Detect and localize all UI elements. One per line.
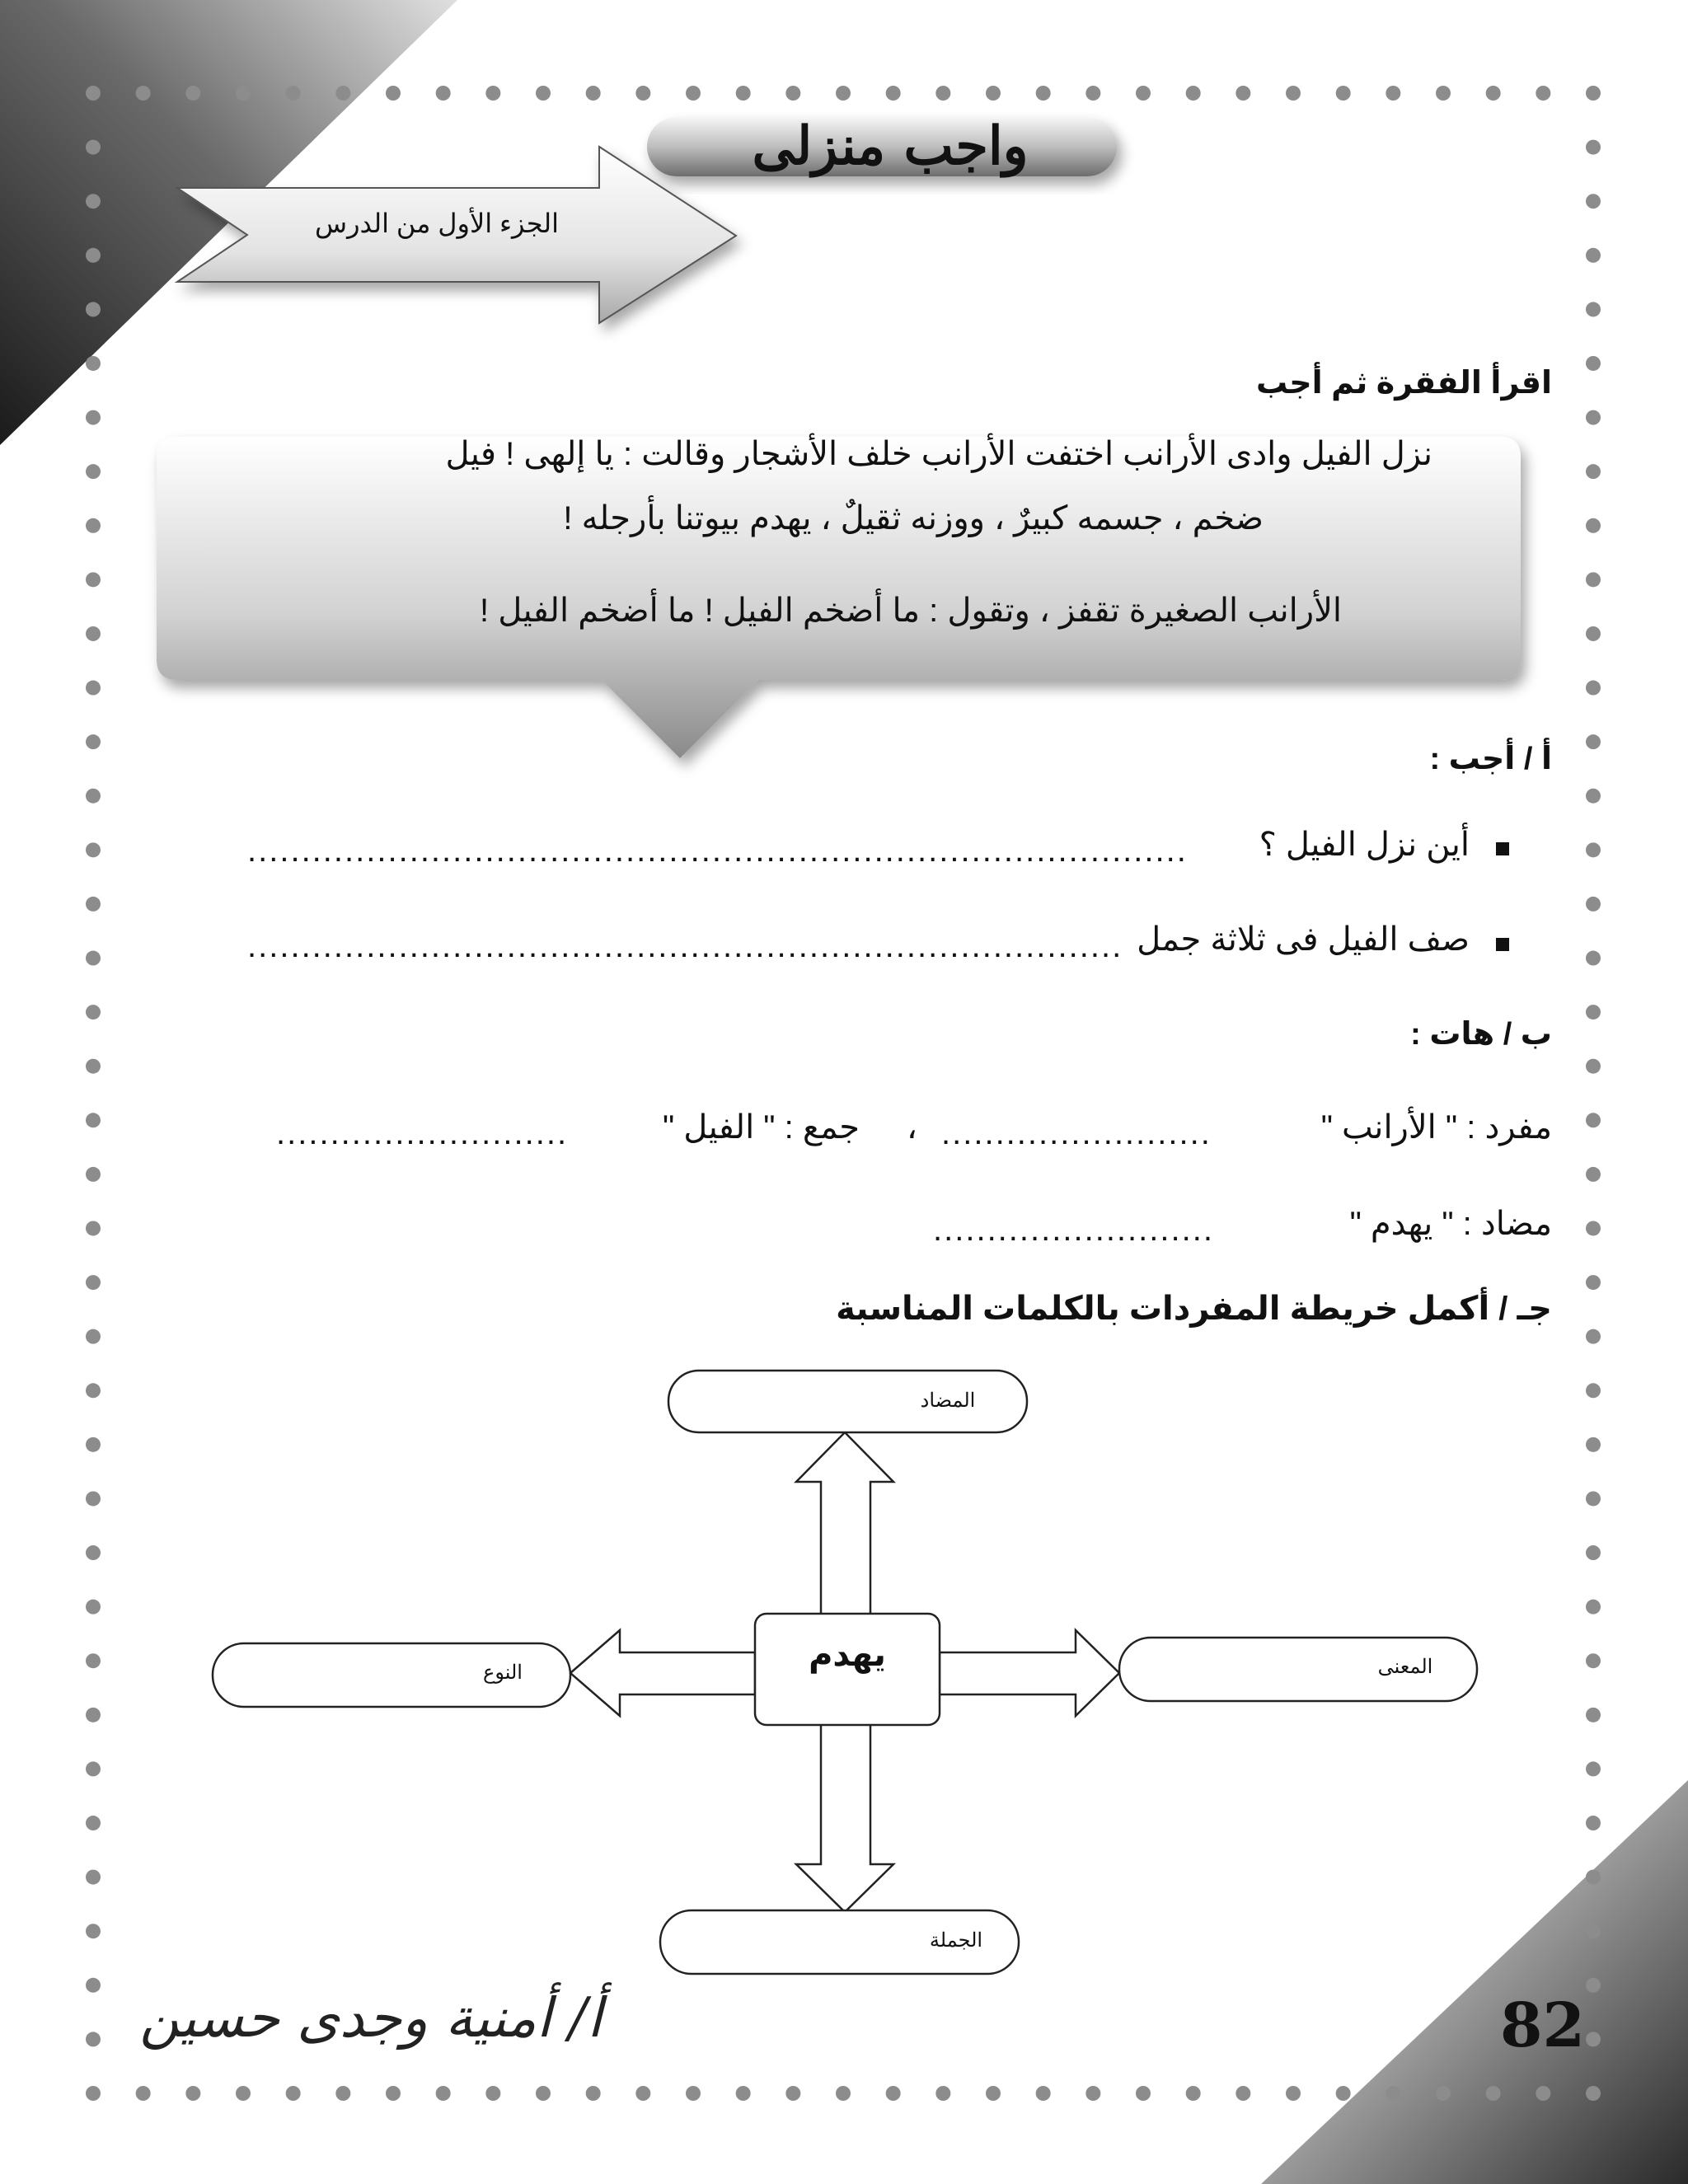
border-dot (836, 86, 851, 101)
question-1-answer-blank[interactable]: ....................................................................................... (247, 832, 1188, 869)
border-dot (1536, 86, 1550, 101)
border-dot (1486, 2086, 1501, 2101)
border-dot (1036, 2086, 1051, 2101)
border-dot (1586, 1816, 1601, 1830)
border-dot (1586, 2086, 1601, 2101)
border-dot (1586, 140, 1601, 155)
border-dot (485, 2086, 500, 2101)
passage-line-2: ضخم ، جسمه كبيرٌ ، ووزنه ثقيلٌ ، يهدم بيوتنا بأرجله ! (563, 500, 1264, 537)
border-dot (1586, 1600, 1601, 1615)
border-dot (1136, 2086, 1151, 2101)
border-dot (86, 1870, 101, 1885)
border-dot (1186, 86, 1201, 101)
border-dot (335, 86, 350, 101)
border-dot (236, 86, 251, 101)
border-dot (86, 734, 101, 749)
border-dot (86, 1708, 101, 1722)
border-dot (136, 86, 151, 101)
border-dot (1586, 734, 1601, 749)
border-dot (86, 626, 101, 641)
border-dot (335, 2086, 350, 2101)
border-dot (736, 86, 751, 101)
word-map-bottom-label[interactable]: الجملة (929, 1929, 983, 1952)
border-dot (935, 2086, 950, 2101)
border-dot (86, 140, 101, 155)
mufrad-answer-blank[interactable]: ......................... (941, 1115, 1212, 1151)
question-1-text: أين نزل الفيل ؟ (1259, 827, 1470, 863)
border-dot (1586, 1059, 1601, 1074)
border-dot (586, 2086, 601, 2101)
border-dot (1586, 1167, 1601, 1182)
border-dot (736, 2086, 751, 2101)
word-map-right-label[interactable]: المعنى (1377, 1655, 1433, 1678)
border-dot (436, 86, 451, 101)
border-dot (1286, 86, 1301, 101)
border-dot (1586, 951, 1601, 966)
border-dot (1336, 86, 1351, 101)
border-dot (185, 86, 200, 101)
border-dot (1586, 2032, 1601, 2046)
border-dot (1586, 572, 1601, 587)
border-dot (1586, 1491, 1601, 1506)
section-arrow-label: الجزء الأول من الدرس (315, 209, 559, 238)
bullet-icon (1496, 842, 1509, 855)
border-dot (1236, 2086, 1250, 2101)
border-dot (1586, 1870, 1601, 1885)
border-dot (86, 86, 101, 101)
border-dot (1586, 1978, 1601, 1993)
author-signature: أ/ أمنية وجدى حسين (139, 1986, 603, 2050)
border-dot (1436, 86, 1451, 101)
word-map-center-word: يهدم (809, 1637, 886, 1673)
border-dot (86, 2086, 101, 2101)
section-c-heading: جـ / أكمل خريطة المفردات بالكلمات المناسبة (836, 1291, 1552, 1327)
border-dot (86, 789, 101, 804)
border-dot (785, 2086, 800, 2101)
border-dot (1586, 302, 1601, 316)
border-dot (1036, 86, 1051, 101)
border-dot (1586, 464, 1601, 479)
border-dot (86, 1600, 101, 1615)
border-dot (935, 86, 950, 101)
instruction-heading: اقرأ الفقرة ثم أجب (1255, 366, 1552, 401)
border-dot (1085, 2086, 1100, 2101)
border-dot (1386, 86, 1400, 101)
border-dot (536, 2086, 551, 2101)
border-dot (86, 2032, 101, 2046)
border-dot (136, 2086, 151, 2101)
border-dot (986, 86, 1001, 101)
border-dot (86, 1059, 101, 1074)
border-dot (1586, 842, 1601, 857)
border-dot (1586, 789, 1601, 804)
border-dot (1586, 1275, 1601, 1290)
word-map-top-label[interactable]: المضاد (920, 1389, 976, 1412)
border-dot (286, 86, 301, 101)
border-dot (86, 897, 101, 912)
border-dot (1586, 518, 1601, 533)
jam-answer-blank[interactable]: ........................... (276, 1115, 569, 1151)
border-dot (1286, 2086, 1301, 2101)
bottom-right-corner-decoration (1261, 1780, 1688, 2184)
border-dot (1386, 2086, 1400, 2101)
border-dot (1586, 626, 1601, 641)
border-dot (86, 1761, 101, 1776)
border-dot (1586, 1221, 1601, 1235)
border-dot (86, 518, 101, 533)
border-dot (1586, 248, 1601, 263)
border-dot (86, 1383, 101, 1398)
border-dot (1586, 897, 1601, 912)
border-dot (86, 1005, 101, 1019)
border-dot (1586, 1545, 1601, 1560)
border-dot (1536, 2086, 1550, 2101)
border-dot (1586, 1437, 1601, 1452)
border-dot (1586, 410, 1601, 425)
passage-line-3: الأرانب الصغيرة تقفز ، وتقول : ما أضخم الفيل ! ما أضخم الفيل ! (479, 593, 1342, 629)
border-dot (86, 194, 101, 209)
border-dot (886, 2086, 901, 2101)
border-dot (1586, 1761, 1601, 1776)
border-dot (86, 1491, 101, 1506)
border-dot (1586, 356, 1601, 371)
bullet-icon (1496, 938, 1509, 951)
border-dot (1586, 1329, 1601, 1344)
border-dot (1085, 86, 1100, 101)
border-dot (485, 86, 500, 101)
page-number: 82 (1500, 1990, 1585, 2061)
border-dot (1186, 2086, 1201, 2101)
border-dot (1136, 86, 1151, 101)
border-dot (86, 1924, 101, 1938)
border-dot (436, 2086, 451, 2101)
border-dot (86, 410, 101, 425)
border-dot (1586, 681, 1601, 696)
question-2-text: صف الفيل فى ثلاثة جمل (1137, 921, 1470, 958)
border-dot (686, 2086, 701, 2101)
border-dot (1336, 2086, 1351, 2101)
border-dot (386, 86, 401, 101)
border-dot (1586, 1383, 1601, 1398)
border-dot (536, 86, 551, 101)
mudad-label: مضاد : " يهدم " (1349, 1206, 1552, 1242)
border-dot (1586, 1708, 1601, 1722)
border-dot (785, 86, 800, 101)
border-dot (86, 1653, 101, 1668)
border-dot (86, 1275, 101, 1290)
border-dot (86, 1167, 101, 1182)
border-dot (86, 248, 101, 263)
border-dot (86, 1329, 101, 1344)
border-dot (586, 86, 601, 101)
border-dot (1586, 86, 1601, 101)
border-dot (86, 1978, 101, 1993)
border-dot (86, 681, 101, 696)
border-dot (986, 2086, 1001, 2101)
word-map-left-label[interactable]: النوع (483, 1661, 523, 1684)
border-dot (86, 1816, 101, 1830)
border-dot (1586, 194, 1601, 209)
border-dot (86, 464, 101, 479)
page-title: واجب منزلى (752, 115, 1029, 177)
border-dot (886, 86, 901, 101)
border-dot (86, 1221, 101, 1235)
border-dot (86, 1437, 101, 1452)
border-dot (86, 356, 101, 371)
question-2-answer-blank[interactable]: ................................................................................. (247, 928, 1123, 964)
jam-label: جمع : " الفيل " (662, 1109, 860, 1146)
border-dot (86, 572, 101, 587)
mufrad-label: مفرد : " الأرانب " (1320, 1109, 1552, 1146)
border-dot (635, 86, 650, 101)
mudad-answer-blank[interactable]: .......................... (933, 1212, 1214, 1248)
border-dot (1586, 1005, 1601, 1019)
border-dot (1436, 2086, 1451, 2101)
border-dot (86, 842, 101, 857)
border-dot (836, 2086, 851, 2101)
border-dot (1586, 1653, 1601, 1668)
border-dot (86, 1545, 101, 1560)
section-a-heading: أ / أجب : (1429, 742, 1552, 776)
border-dot (86, 1113, 101, 1127)
passage-line-1: نزل الفيل وادى الأرانب اختفت الأرانب خلف الأشجار وقالت : يا إلهى ! فيل (445, 436, 1432, 472)
border-dot (386, 2086, 401, 2101)
border-dot (236, 2086, 251, 2101)
border-dot (86, 302, 101, 316)
border-dot (1486, 86, 1501, 101)
section-b-heading: ب / هات : (1410, 1017, 1552, 1052)
border-dot (286, 2086, 301, 2101)
border-dot (1586, 1924, 1601, 1938)
border-dot (86, 951, 101, 966)
border-dot (1236, 86, 1250, 101)
border-dot (635, 2086, 650, 2101)
separator-comma: ، (907, 1109, 917, 1146)
border-dot (185, 2086, 200, 2101)
border-dot (1586, 1113, 1601, 1127)
border-dot (686, 86, 701, 101)
